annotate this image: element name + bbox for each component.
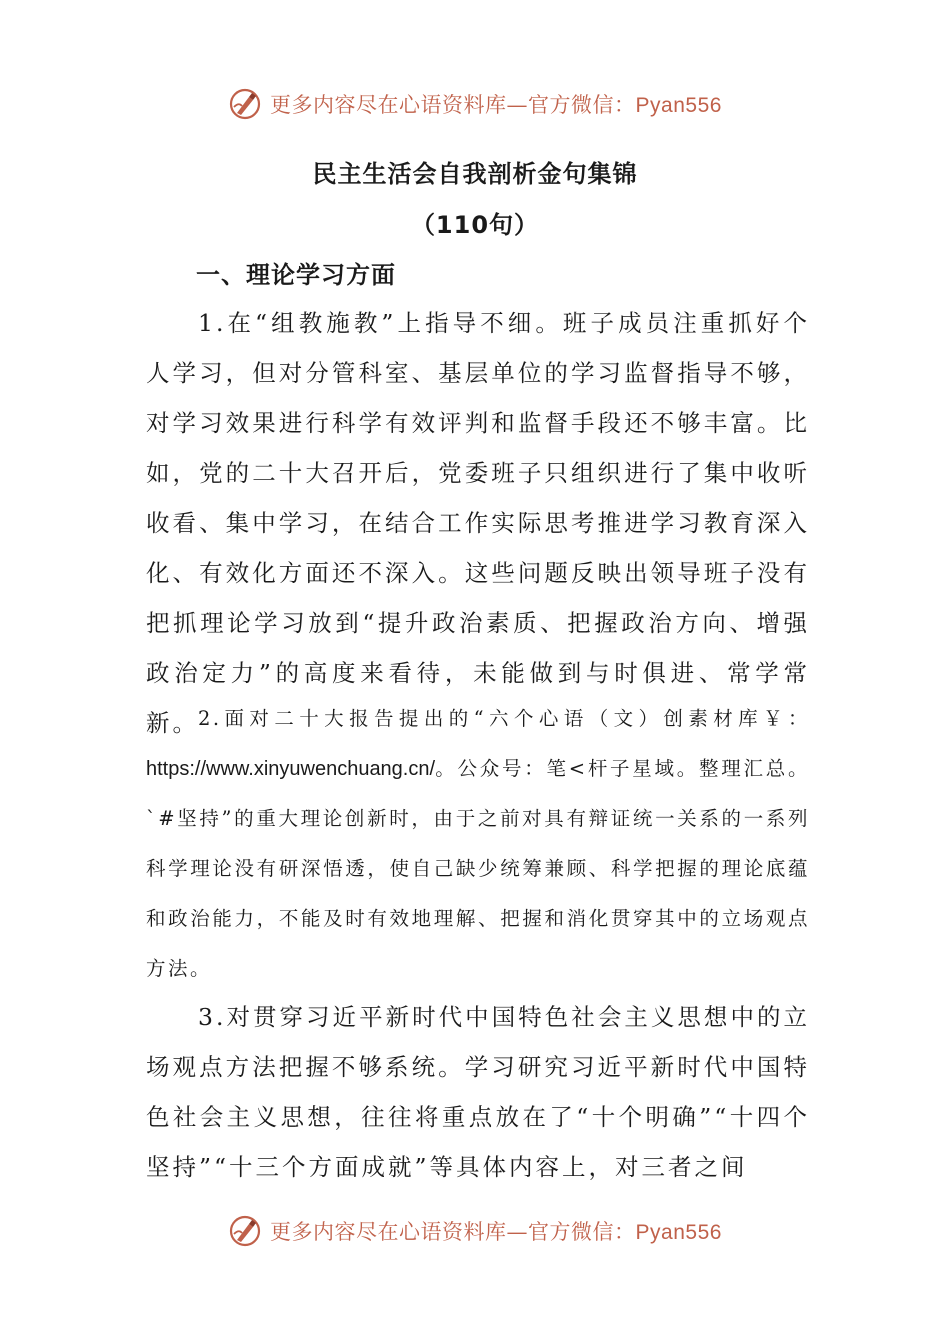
watermark-wechat-id: Pyan556 xyxy=(635,94,722,117)
watermark-text: 更多内容尽在心语资料库—官方微信：Pyan556 xyxy=(270,1220,722,1244)
document-title: 民主生活会自我剖析金句集锦 xyxy=(312,160,638,188)
pen-nib-logo-icon xyxy=(228,1214,262,1248)
watermark-text: 更多内容尽在心语资料库—官方微信：Pyan556 xyxy=(270,93,722,117)
watermark-wechat-id: Pyan556 xyxy=(635,1221,722,1244)
paragraph-2 xyxy=(146,694,810,994)
paragraph-3: 3.对贯穿习近平新时代中国特色社会主义思想中的立场观点方法把握不够系统。学习研究习近平新时代中国特色社会主义思想，往往将重点放在了“十个明确”“十四个坚持”“十三个方面成就”等具体内容上，对三者之间 xyxy=(146,1003,810,1181)
section-heading: 一、理论学习方面 xyxy=(196,261,396,289)
footer-watermark xyxy=(0,1211,950,1251)
pen-nib-logo-icon xyxy=(228,87,262,121)
material-library-url[interactable]: https://www.xinyuwenchuang.cn/ xyxy=(146,758,436,780)
paragraph-2-rest: 。公众号：笔<杆子星域。整理汇总。`#坚持”的重大理论创新时，由于之前对具有辩证统一关系的一系列科学理论没有研深悟透，使自己缺少统筹兼顾、科学把握的理论底蕴和政治能力，不能及时有效地理解、把握和消化贯穿其中的立场观点方法。 xyxy=(146,757,810,980)
paragraph-2-start: 2.面对二十大报告提出的“六个心语（文）创素材库￥： xyxy=(198,707,810,730)
header-watermark xyxy=(0,84,950,124)
document-subtitle: （110句） xyxy=(410,211,540,239)
paragraph-1: 1.在“组教施教”上指导不细。班子成员注重抓好个人学习，但对分管科室、基层单位的学习监督指导不够，对学习效果进行科学有效评判和监督手段还不够丰富。比如，党的二十大召开后，党委班子只组织进行了集中收听收看、集中学习，在结合工作实际思考推进学习教育深入化、有效化方面还不深入。这些问题反映出领导班子没有把抓理论学习放到“提升政治素质、把握政治方向、增强政治定力”的高度来看待，未能做到与时俱进、常学常新。 xyxy=(146,309,810,737)
